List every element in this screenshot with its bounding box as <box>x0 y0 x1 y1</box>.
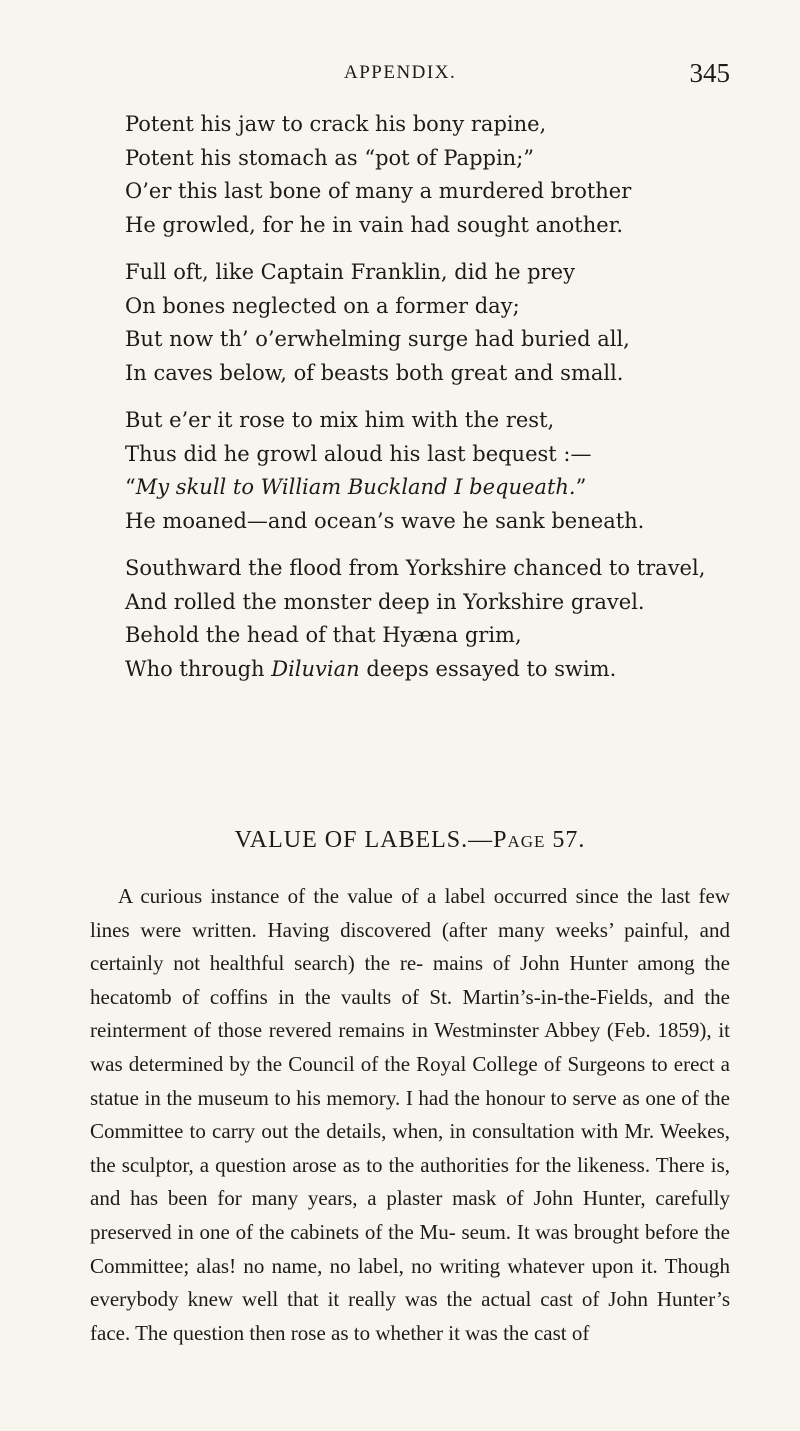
poem-line: O’er this last bone of many a murdered brother <box>125 179 632 203</box>
poem-line: He moaned—and ocean’s wave he sank beneath. <box>125 508 645 533</box>
section-heading <box>90 827 730 854</box>
bequest-italic: My skull to William Buckland I bequeath. <box>135 475 576 499</box>
diluvian-italic: Diluvian <box>271 656 360 681</box>
poem <box>125 108 725 700</box>
poem-line: In caves below, of beasts both great and small. <box>125 360 624 385</box>
diluvian-after: deeps essayed to swim. <box>359 656 617 681</box>
diluvian-before: Who through <box>125 656 272 681</box>
poem-line: He growled, for he in vain had sought another. <box>125 212 624 237</box>
poem-line: Thus did he growl aloud his last bequest :— <box>125 441 592 466</box>
close-quote: ” <box>575 475 587 499</box>
poem-stanza-2 <box>125 256 725 390</box>
poem-line: Full oft, like Captain Franklin, did he prey <box>125 260 575 284</box>
poem-line: But e’er it rose to mix him with the rest, <box>125 408 555 432</box>
open-quote: “ <box>125 475 136 499</box>
running-head <box>90 58 730 90</box>
poem-line-bequest <box>125 471 725 505</box>
poem-line: But now th’ o’erwhelming surge had buried all, <box>125 327 630 351</box>
poem-line: Potent his jaw to crack his bony rapine, <box>125 112 547 136</box>
poem-line: On bones neglected on a former day; <box>125 293 520 318</box>
poem-line: Southward the flood from Yorkshire chanced to travel, <box>125 556 706 580</box>
section-heading-main: VALUE OF LABELS.— <box>234 827 494 853</box>
poem-line: And rolled the monster deep in Yorkshire gravel. <box>125 589 645 614</box>
poem-line: Potent his stomach as “pot of Pappin;” <box>125 145 535 170</box>
poem-stanza-1 <box>125 108 725 242</box>
section-heading-page: Page 57. <box>493 827 586 853</box>
poem-stanza-3 <box>125 404 725 538</box>
page-number: 345 <box>689 58 730 88</box>
running-head-title: APPENDIX. <box>344 62 457 83</box>
poem-line: Behold the head of that Hyæna grim, <box>125 623 522 647</box>
poem-stanza-4 <box>125 552 725 686</box>
poem-line-diluvian <box>125 653 725 687</box>
prose-paragraph: A curious instance of the value of a label occurred since the last few lines were written. Having discovered (after many weeks’ painful, and certainly not healthful search) the re- mains of John Hunter among the hecatomb of coffins in the vaults of St. Martin’s-in-the-Fields, and the reinterment of those revered remains in Westminster Abbey (Feb. 1859), it was determined by the Council of the Royal College of Surgeons to erect a statue in the museum to his memory. I had the honour to serve as one of the Committee to carry out the details, when, in consultation with Mr. Weekes, the sculptor, a question arose as to the authorities for the likeness. There is, and has been for many years, a plaster mask of John Hunter, carefully preserved in one of the cabinets of the Mu- seum. It was brought before the Committee; alas! no name, no label, no writing whatever upon it. Though everybody knew well that it really was the actual cast of John Hunter’s face. The question then rose as to whether it was the cast of <box>90 884 730 1345</box>
prose-body <box>90 880 730 1350</box>
